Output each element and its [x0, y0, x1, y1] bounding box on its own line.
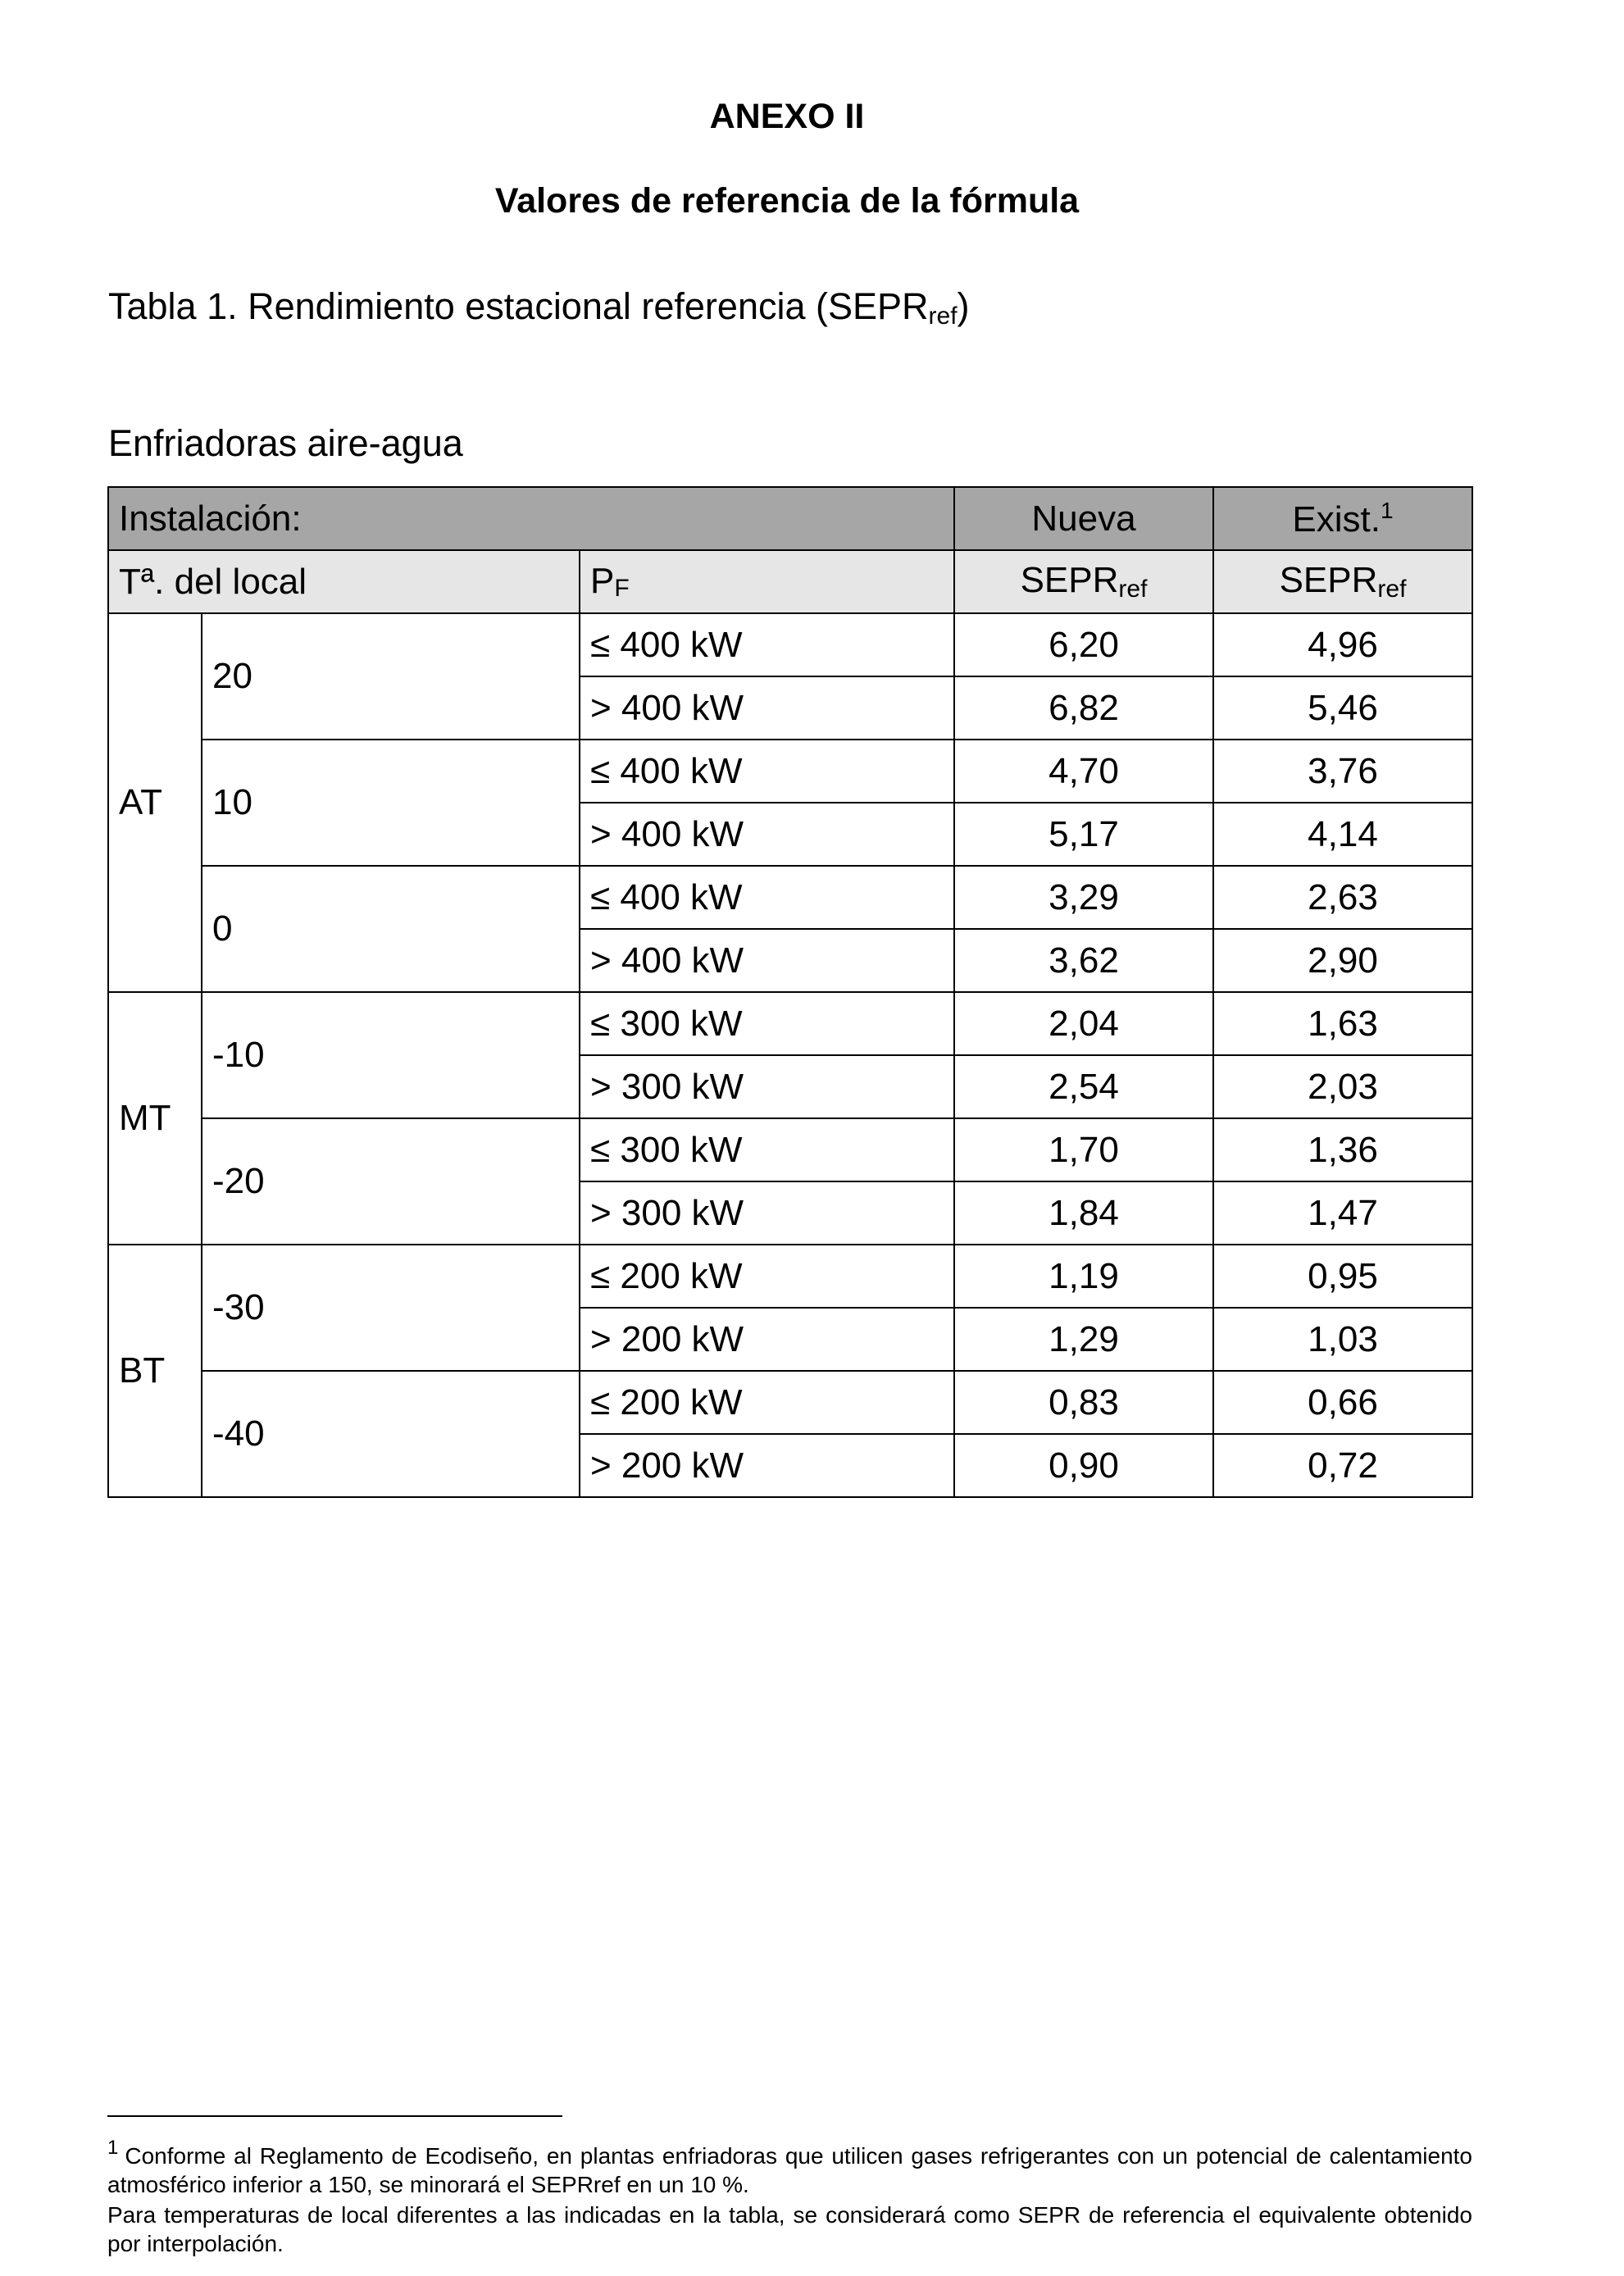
temperature-cell: -30: [202, 1245, 580, 1371]
header-sepr-new-sub: ref: [1118, 576, 1148, 603]
sepr-existing-cell: 5,46: [1213, 676, 1472, 740]
sepr-new-cell: 2,54: [954, 1055, 1213, 1118]
table-row: [108, 613, 1472, 676]
power-range-cell: ≤ 200 kW: [580, 1371, 954, 1434]
footnote-1-text: Conforme al Reglamento de Ecodiseño, en plantas enfriadoras que utilicen gases refrigerantes con un potencial de calentamiento atmosférico inferior a 150, se minorará el SEPRref en un 10 %.: [107, 2143, 1472, 2197]
power-range-cell: ≤ 400 kW: [580, 740, 954, 803]
header-existing-label: Exist.: [1292, 498, 1381, 539]
temperature-cell: -20: [202, 1118, 580, 1245]
sepr-new-cell: 1,84: [954, 1181, 1213, 1245]
header-temperature: Tª. del local: [108, 550, 580, 613]
table-subcaption: Enfriadoras aire-agua: [108, 422, 463, 464]
sepr-new-cell: 6,82: [954, 676, 1213, 740]
power-range-cell: ≤ 300 kW: [580, 992, 954, 1055]
header-row-installation: [108, 487, 1472, 550]
sepr-existing-cell: 2,90: [1213, 929, 1472, 992]
temperature-cell: -10: [202, 992, 580, 1118]
power-range-cell: > 300 kW: [580, 1055, 954, 1118]
annex-title: ANEXO II: [709, 97, 865, 136]
header-existing-footnote-mark: 1: [1381, 497, 1394, 523]
sepr-existing-cell: 4,96: [1213, 613, 1472, 676]
sepr-new-cell: 4,70: [954, 740, 1213, 803]
header-new: Nueva: [954, 487, 1213, 550]
sepr-existing-cell: 3,76: [1213, 740, 1472, 803]
temperature-cell: 20: [202, 613, 580, 740]
header-sepr-existing: [1213, 550, 1472, 613]
temperature-cell: -40: [202, 1371, 580, 1497]
header-sepr-new-main: SEPR: [1020, 560, 1119, 600]
power-range-cell: ≤ 400 kW: [580, 866, 954, 929]
sepr-existing-cell: 0,72: [1213, 1434, 1472, 1497]
table-caption-text: Tabla 1. Rendimiento estacional referencia (SEPR: [108, 285, 929, 327]
sepr-existing-cell: 1,63: [1213, 992, 1472, 1055]
header-power-sub: F: [614, 575, 630, 602]
sepr-new-cell: 1,19: [954, 1245, 1213, 1308]
footnote-1: [107, 2133, 1472, 2199]
table-row: [108, 866, 1472, 929]
table-row: [108, 1118, 1472, 1181]
power-range-cell: > 400 kW: [580, 929, 954, 992]
power-range-cell: ≤ 300 kW: [580, 1118, 954, 1181]
sepr-existing-cell: 4,14: [1213, 803, 1472, 866]
sepr-existing-cell: 1,47: [1213, 1181, 1472, 1245]
header-sepr-existing-main: SEPR: [1279, 560, 1378, 600]
category-cell: MT: [108, 992, 202, 1245]
table-caption-subscript: ref: [928, 303, 958, 330]
sepr-new-cell: 0,83: [954, 1371, 1213, 1434]
table-caption-close: ): [957, 285, 970, 327]
table-body: [108, 487, 1472, 1497]
power-range-cell: > 400 kW: [580, 676, 954, 740]
header-power: [580, 550, 954, 613]
sepr-existing-cell: 1,36: [1213, 1118, 1472, 1181]
sepr-existing-cell: 1,03: [1213, 1308, 1472, 1371]
sepr-new-cell: 3,29: [954, 866, 1213, 929]
sepr-new-cell: 6,20: [954, 613, 1213, 676]
sepr-existing-cell: 0,66: [1213, 1371, 1472, 1434]
sepr-new-cell: 2,04: [954, 992, 1213, 1055]
sepr-existing-cell: 2,63: [1213, 866, 1472, 929]
table-caption: [108, 285, 970, 330]
power-range-cell: > 200 kW: [580, 1308, 954, 1371]
sepr-new-cell: 0,90: [954, 1434, 1213, 1497]
table-row: [108, 992, 1472, 1055]
power-range-cell: ≤ 400 kW: [580, 613, 954, 676]
header-power-main: P: [590, 561, 615, 601]
footnote-1-mark: 1: [107, 2137, 119, 2159]
power-range-cell: > 300 kW: [580, 1181, 954, 1245]
sepr-new-cell: 1,70: [954, 1118, 1213, 1181]
power-range-cell: > 200 kW: [580, 1434, 954, 1497]
annex-subtitle: Valores de referencia de la fórmula: [494, 181, 1080, 221]
sepr-existing-cell: 2,03: [1213, 1055, 1472, 1118]
table-row: [108, 740, 1472, 803]
header-sepr-existing-sub: ref: [1377, 576, 1407, 603]
sepr-new-cell: 3,62: [954, 929, 1213, 992]
header-existing: [1213, 487, 1472, 550]
power-range-cell: ≤ 200 kW: [580, 1245, 954, 1308]
category-cell: BT: [108, 1245, 202, 1497]
power-range-cell: > 400 kW: [580, 803, 954, 866]
sepr-existing-cell: 0,95: [1213, 1245, 1472, 1308]
table-row: [108, 1245, 1472, 1308]
sepr-new-cell: 1,29: [954, 1308, 1213, 1371]
sepr-reference-table: [107, 486, 1473, 1498]
footnote-separator: [107, 2115, 562, 2117]
category-cell: AT: [108, 613, 202, 992]
table-row: [108, 1371, 1472, 1434]
footnote-2: Para temperaturas de local diferentes a las indicadas en la tabla, se considerará como SEPR de referencia el equivalente obtenido por interpolación.: [107, 2202, 1472, 2256]
temperature-cell: 10: [202, 740, 580, 866]
header-sepr-new: [954, 550, 1213, 613]
sepr-new-cell: 5,17: [954, 803, 1213, 866]
temperature-cell: 0: [202, 866, 580, 992]
header-installation: Instalación:: [108, 487, 954, 550]
header-row-columns: [108, 550, 1472, 613]
